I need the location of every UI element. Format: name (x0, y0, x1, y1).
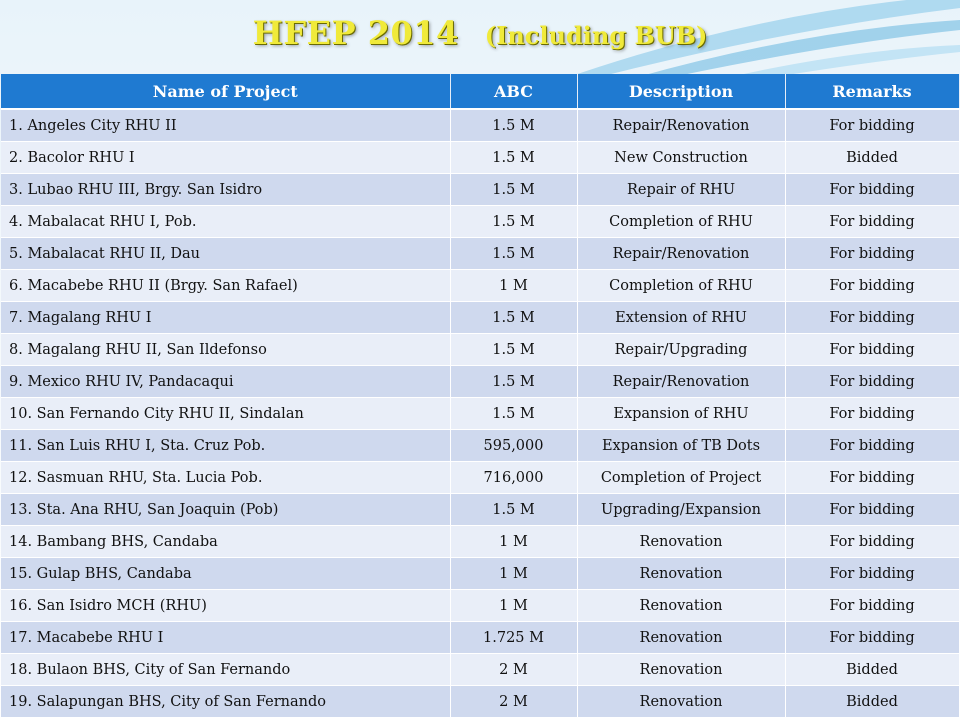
description-cell: Repair/Renovation (577, 238, 785, 270)
remarks-cell: For bidding (785, 462, 959, 494)
description-cell: Extension of RHU (577, 302, 785, 334)
remarks-cell: Bidded (785, 686, 959, 718)
header-description: Description (577, 74, 785, 109)
abc-cell: 1 M (450, 526, 577, 558)
description-cell: Renovation (577, 558, 785, 590)
title-main: HFEP 2014 (252, 14, 459, 52)
table-row (1, 142, 959, 174)
remarks-cell: Bidded (785, 654, 959, 686)
table-body (1, 109, 959, 718)
table-row (1, 526, 959, 558)
abc-cell: 1 M (450, 558, 577, 590)
description-cell: Completion of RHU (577, 206, 785, 238)
project-name-cell: 9. Mexico RHU IV, Pandacaqui (1, 366, 450, 398)
remarks-cell: For bidding (785, 238, 959, 270)
header-abc: ABC (450, 74, 577, 109)
abc-cell: 1.5 M (450, 398, 577, 430)
project-name-cell: 13. Sta. Ana RHU, San Joaquin (Pob) (1, 494, 450, 526)
table-row (1, 302, 959, 334)
project-name-cell: 5. Mabalacat RHU II, Dau (1, 238, 450, 270)
abc-cell: 1.5 M (450, 109, 577, 142)
remarks-cell: For bidding (785, 430, 959, 462)
project-name-cell: 17. Macabebe RHU I (1, 622, 450, 654)
description-cell: Renovation (577, 526, 785, 558)
description-cell: Renovation (577, 590, 785, 622)
table-row (1, 206, 959, 238)
remarks-cell: For bidding (785, 398, 959, 430)
description-cell: Repair/Upgrading (577, 334, 785, 366)
remarks-cell: For bidding (785, 366, 959, 398)
project-name-cell: 6. Macabebe RHU II (Brgy. San Rafael) (1, 270, 450, 302)
project-name-cell: 3. Lubao RHU III, Brgy. San Isidro (1, 174, 450, 206)
table-row (1, 398, 959, 430)
description-cell: Repair/Renovation (577, 366, 785, 398)
remarks-cell: Bidded (785, 142, 959, 174)
description-cell: Renovation (577, 622, 785, 654)
abc-cell: 1.5 M (450, 206, 577, 238)
remarks-cell: For bidding (785, 334, 959, 366)
description-cell: Expansion of RHU (577, 398, 785, 430)
table-row (1, 654, 959, 686)
description-cell: Renovation (577, 686, 785, 718)
abc-cell: 2 M (450, 686, 577, 718)
project-name-cell: 10. San Fernando City RHU II, Sindalan (1, 398, 450, 430)
description-cell: Repair of RHU (577, 174, 785, 206)
header-remarks: Remarks (785, 74, 959, 109)
remarks-cell: For bidding (785, 270, 959, 302)
table-row (1, 622, 959, 654)
table-row (1, 109, 959, 142)
abc-cell: 1.5 M (450, 174, 577, 206)
abc-cell: 1 M (450, 590, 577, 622)
project-name-cell: 2. Bacolor RHU I (1, 142, 450, 174)
project-name-cell: 14. Bambang BHS, Candaba (1, 526, 450, 558)
abc-cell: 1.5 M (450, 334, 577, 366)
table-row (1, 174, 959, 206)
description-cell: Completion of RHU (577, 270, 785, 302)
table-header-row (1, 74, 959, 109)
project-name-cell: 7. Magalang RHU I (1, 302, 450, 334)
remarks-cell: For bidding (785, 302, 959, 334)
table-row (1, 334, 959, 366)
abc-cell: 1 M (450, 270, 577, 302)
abc-cell: 1.5 M (450, 302, 577, 334)
abc-cell: 716,000 (450, 462, 577, 494)
project-name-cell: 1. Angeles City RHU II (1, 109, 450, 142)
description-cell: Renovation (577, 654, 785, 686)
table-row (1, 558, 959, 590)
project-name-cell: 15. Gulap BHS, Candaba (1, 558, 450, 590)
table-row (1, 462, 959, 494)
project-name-cell: 11. San Luis RHU I, Sta. Cruz Pob. (1, 430, 450, 462)
remarks-cell: For bidding (785, 494, 959, 526)
project-name-cell: 8. Magalang RHU II, San Ildefonso (1, 334, 450, 366)
remarks-cell: For bidding (785, 526, 959, 558)
table-row (1, 238, 959, 270)
description-cell: Expansion of TB Dots (577, 430, 785, 462)
description-cell: Upgrading/Expansion (577, 494, 785, 526)
remarks-cell: For bidding (785, 174, 959, 206)
projects-table (1, 74, 960, 718)
remarks-cell: For bidding (785, 558, 959, 590)
title-subtitle: (Including BUB) (484, 21, 708, 50)
abc-cell: 595,000 (450, 430, 577, 462)
project-name-cell: 4. Mabalacat RHU I, Pob. (1, 206, 450, 238)
remarks-cell: For bidding (785, 109, 959, 142)
description-cell: Completion of Project (577, 462, 785, 494)
table-row (1, 430, 959, 462)
abc-cell: 1.5 M (450, 142, 577, 174)
table-row (1, 494, 959, 526)
project-name-cell: 12. Sasmuan RHU, Sta. Lucia Pob. (1, 462, 450, 494)
abc-cell: 1.725 M (450, 622, 577, 654)
project-name-cell: 18. Bulaon BHS, City of San Fernando (1, 654, 450, 686)
description-cell: New Construction (577, 142, 785, 174)
project-name-cell: 16. San Isidro MCH (RHU) (1, 590, 450, 622)
remarks-cell: For bidding (785, 590, 959, 622)
table-row (1, 686, 959, 718)
description-cell: Repair/Renovation (577, 109, 785, 142)
table-row (1, 270, 959, 302)
abc-cell: 1.5 M (450, 494, 577, 526)
table-row (1, 590, 959, 622)
abc-cell: 2 M (450, 654, 577, 686)
abc-cell: 1.5 M (450, 366, 577, 398)
remarks-cell: For bidding (785, 206, 959, 238)
slide-title (0, 14, 960, 52)
table-row (1, 366, 959, 398)
header-name-of-project: Name of Project (1, 74, 450, 109)
remarks-cell: For bidding (785, 622, 959, 654)
project-name-cell: 19. Salapungan BHS, City of San Fernando (1, 686, 450, 718)
abc-cell: 1.5 M (450, 238, 577, 270)
